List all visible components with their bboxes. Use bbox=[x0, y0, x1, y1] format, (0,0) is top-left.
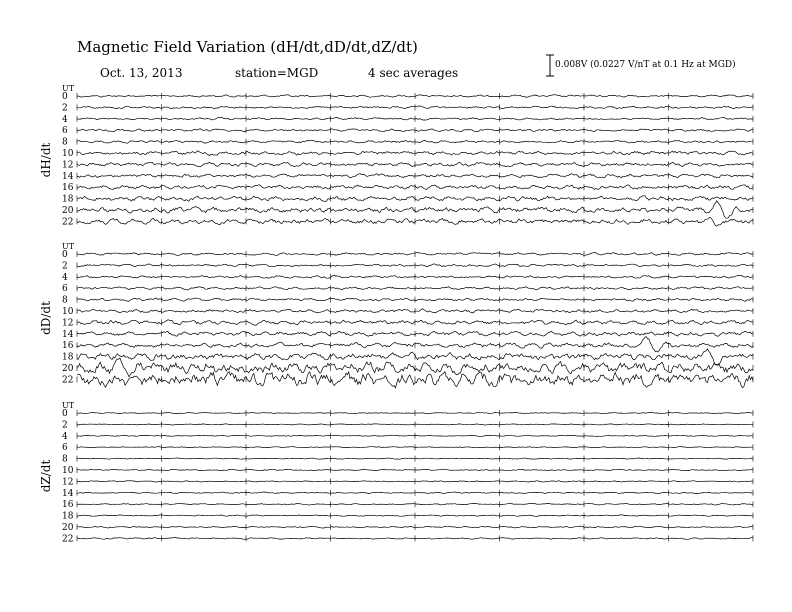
hour-label: 12 bbox=[62, 477, 74, 488]
hour-label: 22 bbox=[62, 375, 74, 386]
date-label: Oct. 13, 2013 bbox=[100, 66, 183, 80]
hour-label: 10 bbox=[62, 307, 74, 317]
hour-label: 6 bbox=[62, 443, 68, 454]
hour-label: 0 bbox=[62, 409, 68, 419]
hour-label: 8 bbox=[62, 454, 68, 465]
panel-dd-dt bbox=[39, 242, 753, 388]
hour-label: 16 bbox=[62, 341, 74, 352]
hour-label: 4 bbox=[62, 431, 68, 442]
hour-label: 20 bbox=[62, 523, 74, 533]
hour-label: 20 bbox=[62, 364, 74, 374]
ut-label: UT bbox=[62, 242, 75, 251]
hour-label: 18 bbox=[62, 194, 74, 205]
hour-label: 14 bbox=[62, 488, 74, 499]
hour-label: 12 bbox=[62, 318, 74, 329]
panel-label: dD/dt bbox=[39, 301, 53, 335]
hour-label: 0 bbox=[62, 92, 68, 102]
ut-label: UT bbox=[62, 401, 75, 410]
hour-label: 2 bbox=[62, 261, 68, 272]
averaging-label: 4 sec averages bbox=[368, 66, 459, 80]
hour-label: 6 bbox=[62, 126, 68, 137]
hour-label: 18 bbox=[62, 352, 74, 363]
hour-label: 6 bbox=[62, 284, 68, 295]
scale-bar bbox=[546, 55, 554, 76]
hour-label: 22 bbox=[62, 534, 74, 545]
hour-label: 14 bbox=[62, 329, 74, 340]
ut-label: UT bbox=[62, 84, 75, 93]
hour-label: 4 bbox=[62, 272, 68, 283]
hour-label: 18 bbox=[62, 511, 74, 522]
hour-label: 2 bbox=[62, 103, 68, 114]
hour-label: 4 bbox=[62, 114, 68, 125]
station-label: station=MGD bbox=[235, 66, 319, 80]
hour-label: 10 bbox=[62, 466, 74, 476]
hour-label: 14 bbox=[62, 171, 74, 182]
hour-label: 22 bbox=[62, 217, 74, 228]
hour-label: 20 bbox=[62, 206, 74, 216]
scale-bar-label: 0.008V (0.0227 V/nT at 0.1 Hz at MGD) bbox=[555, 60, 736, 70]
chart-title: Magnetic Field Variation (dH/dt,dD/dt,dZ/dt) bbox=[77, 38, 418, 56]
hour-label: 16 bbox=[62, 183, 74, 194]
hour-label: 10 bbox=[62, 149, 74, 159]
hour-label: 12 bbox=[62, 160, 74, 171]
panel-dh-dt bbox=[39, 84, 753, 227]
hour-label: 2 bbox=[62, 420, 68, 431]
panel-label: dZ/dt bbox=[39, 459, 53, 493]
hour-label: 16 bbox=[62, 500, 74, 511]
hour-label: 8 bbox=[62, 137, 68, 148]
hour-label: 8 bbox=[62, 295, 68, 306]
hour-label: 0 bbox=[62, 250, 68, 260]
panel-label: dH/dt bbox=[39, 142, 53, 178]
panel-dz-dt bbox=[39, 401, 753, 544]
